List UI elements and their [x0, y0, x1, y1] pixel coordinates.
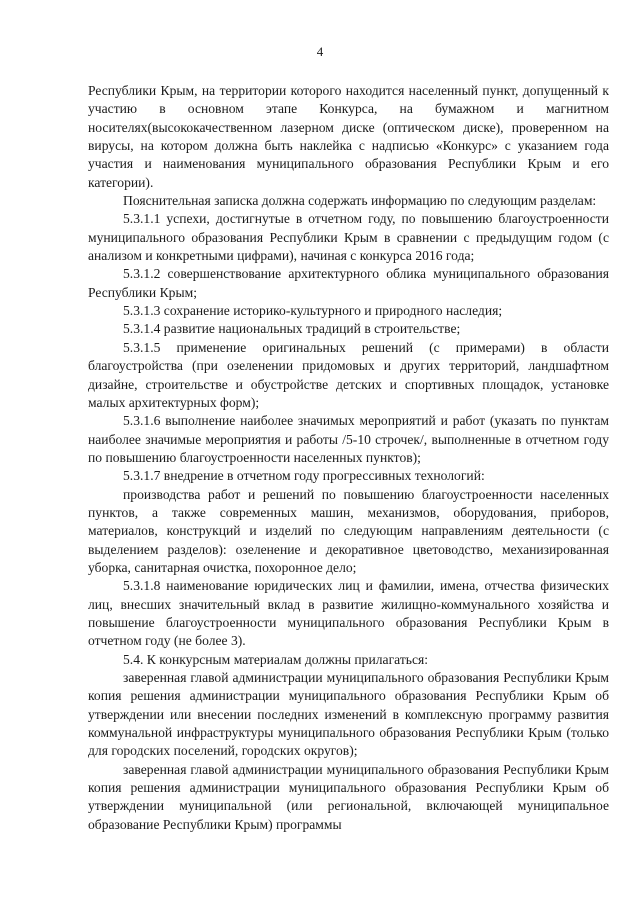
paragraph-intro-continuation: Республики Крым, на территории которого находится населенный пункт, допущенный к участию в основном этапе Конкурса, на бумажном и магнитном носителях(высококачественном лазерном диске (оптическом диске), проверенном на вирусы, на котором должна быть наклейка с надписью «Конкурс» с указанием года участия и наименования муниципального образования Республики Крым и его категории).: [88, 83, 609, 190]
paragraph-municipal-program-copy: заверенная главой администрации муниципального образования Республики Крым копия решения администрации муниципального образования Республики Крым об утверждении муниципальной (или региональной, включающей муниципальное образование Республики Крым) программы: [88, 761, 609, 832]
paragraph-5-3-1-4: 5.3.1.4 развитие национальных традиций в строительстве;: [123, 321, 461, 337]
paragraph-5-3-1-7: 5.3.1.7 внедрение в отчетном году прогрессивных технологий:: [123, 468, 485, 484]
paragraph-technologies: производства работ и решений по повышению благоустроенности населенных пунктов, а также современных машин, механизмов, оборудования, приборов, материалов, конструкций и изделий по следующим направлениям деятельности (с выделением разделов): озеленение и декоративное цветоводство, механизированная уборка, санитарная очистка, похоронное дело;: [88, 486, 609, 575]
paragraph-explanatory-note: Пояснительная записка должна содержать информацию по следующим разделам:: [123, 193, 597, 209]
paragraph-5-3-1-2: 5.3.1.2 совершенствование архитектурного облика муниципального образования Республики Крым;: [88, 266, 609, 300]
paragraph-5-3-1-3: 5.3.1.3 сохранение историко-культурного и природного наследия;: [123, 303, 503, 319]
paragraph-5-4: 5.4. К конкурсным материалам должны прилагаться:: [123, 651, 429, 667]
paragraph-5-3-1-1: 5.3.1.1 успехи, достигнутые в отчетном году, по повышению благоустроенности муниципального образования Республики Крым в сравнении с предыдущим годом (с анализом и конкретными цифрами), начиная с конкурса 2016 года;: [88, 211, 609, 264]
paragraph-5-3-1-6: 5.3.1.6 выполнение наиболее значимых мероприятий и работ (указать по пунктам наиболее значимые мероприятия и работы /5-10 строчек/, выполненные в отчетном году по повышению благоустроенности населенных пунктов);: [88, 413, 609, 465]
document-body: [88, 82, 609, 834]
paragraph-5-3-1-5: 5.3.1.5 применение оригинальных решений (с примерами) в области благоустройства (при озеленении придомовых и других территорий, ландшафтном дизайне, строительстве и обустройстве детских и спортивных площадок, установке малых архитектурных форм);: [88, 339, 609, 410]
paragraph-5-3-1-8: 5.3.1.8 наименование юридических лиц и фамилии, имена, отчества физических лиц, внесших значительный вклад в развитие жилищно-коммунального хозяйства и повышение благоустроенности муниципального образования Республики Крым в отчетном году (не более 3).: [88, 578, 609, 649]
page-number: 4: [316, 44, 324, 59]
paragraph-utility-program-copy: заверенная главой администрации муниципального образования Республики Крым копия решения администрации муниципального образования Республики Крым об утверждении или внесении последних изменений в комплексную программу развития коммунальной инфраструктуры муниципального образования Республики Крым (только для городских поселений, городских округов);: [88, 670, 609, 759]
